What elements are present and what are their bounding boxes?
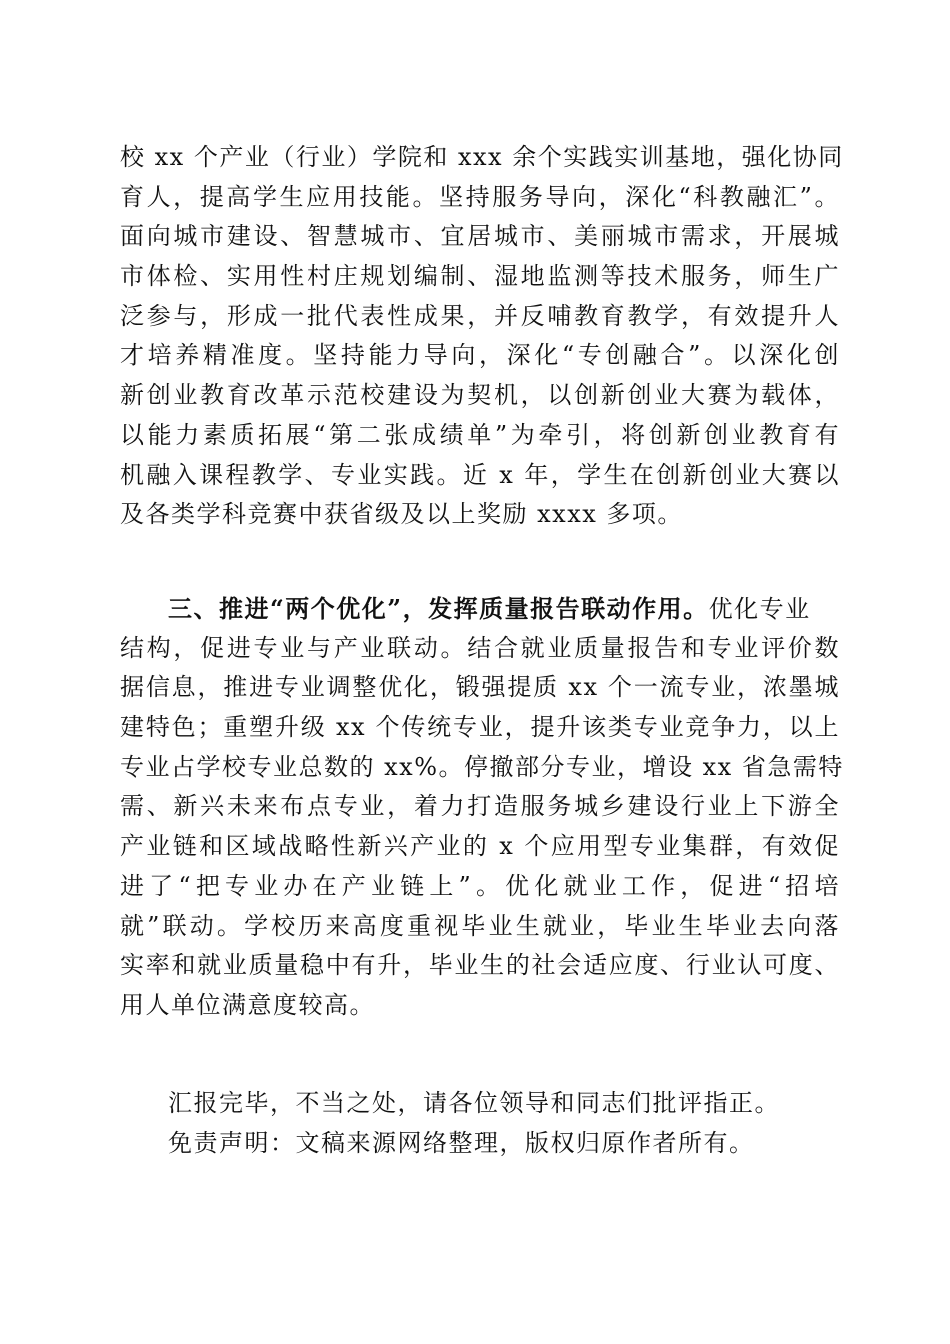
section-heading-line bbox=[120, 589, 840, 629]
text-line: 就”联动。学校历来高度重视毕业生就业，毕业生毕业去向落 bbox=[120, 911, 840, 940]
text-line: 校 xx 个产业（行业）学院和 xxx 余个实践实训基地，强化协同 bbox=[120, 143, 844, 171]
text-line: 机融入课程教学、专业实践。近 x 年，学生在创新创业大赛以 bbox=[120, 460, 840, 489]
text-line: 及各类学科竞赛中获省级及以上奖励 xxxx 多项。 bbox=[120, 500, 683, 529]
text-line: 才培养精准度。坚持能力导向，深化“专创融合”。以深化创 bbox=[120, 341, 840, 370]
closing-line: 汇报完毕，不当之处，请各位领导和同志们批评指正。 bbox=[168, 1089, 780, 1117]
text-line: 建特色；重塑升级 xx 个传统专业，提升该类专业竞争力，以上 bbox=[120, 713, 840, 742]
text-line: 以能力素质拓展“第二张成绩单”为牵引，将创新创业教育有 bbox=[120, 420, 840, 449]
closing-block bbox=[120, 1084, 840, 1163]
text-line: 实率和就业质量稳中有升，毕业生的社会适应度、行业认可度、 bbox=[120, 951, 840, 980]
disclaimer-line: 免责声明：文稿来源网络整理，版权归原作者所有。 bbox=[168, 1128, 755, 1157]
paragraph-continuation bbox=[120, 138, 844, 535]
text-line: 专业占学校专业总数的 xx%。停撤部分专业，增设 xx 省急需特 bbox=[120, 752, 844, 781]
section-three bbox=[120, 589, 844, 1026]
text-line: 育人，提高学生应用技能。坚持服务导向，深化“科教融汇”。 bbox=[120, 182, 840, 211]
section-heading: 三、推进“两个优化”，发挥质量报告联动作用。 bbox=[168, 594, 709, 623]
text-line: 用人单位满意度较高。 bbox=[120, 990, 375, 1019]
text-line: 市体检、实用性村庄规划编制、湿地监测等技术服务，师生广 bbox=[120, 262, 840, 291]
text-line: 新创业教育改革示范校建设为契机，以创新创业大赛为载体， bbox=[120, 381, 840, 410]
text-line: 面向城市建设、智慧城市、宜居城市、美丽城市需求，开展城 bbox=[120, 222, 840, 251]
text-line: 结构，促进专业与产业联动。结合就业质量报告和专业评价数 bbox=[120, 633, 840, 662]
text-line: 泛参与，形成一批代表性成果，并反哺教育教学，有效提升人 bbox=[120, 301, 840, 330]
text-line: 进了“把专业办在产业链上”。优化就业工作，促进“招培 bbox=[120, 871, 840, 900]
heading-line-rest: 优化专业 bbox=[708, 595, 811, 623]
text-line: 产业链和区域战略性新兴产业的 x 个应用型专业集群，有效促 bbox=[120, 832, 840, 861]
text-line: 据信息，推进专业调整优化，锻强提质 xx 个一流专业，浓墨城 bbox=[120, 673, 840, 702]
text-line: 需、新兴未来布点专业，着力打造服务城乡建设行业上下游全 bbox=[120, 792, 840, 821]
